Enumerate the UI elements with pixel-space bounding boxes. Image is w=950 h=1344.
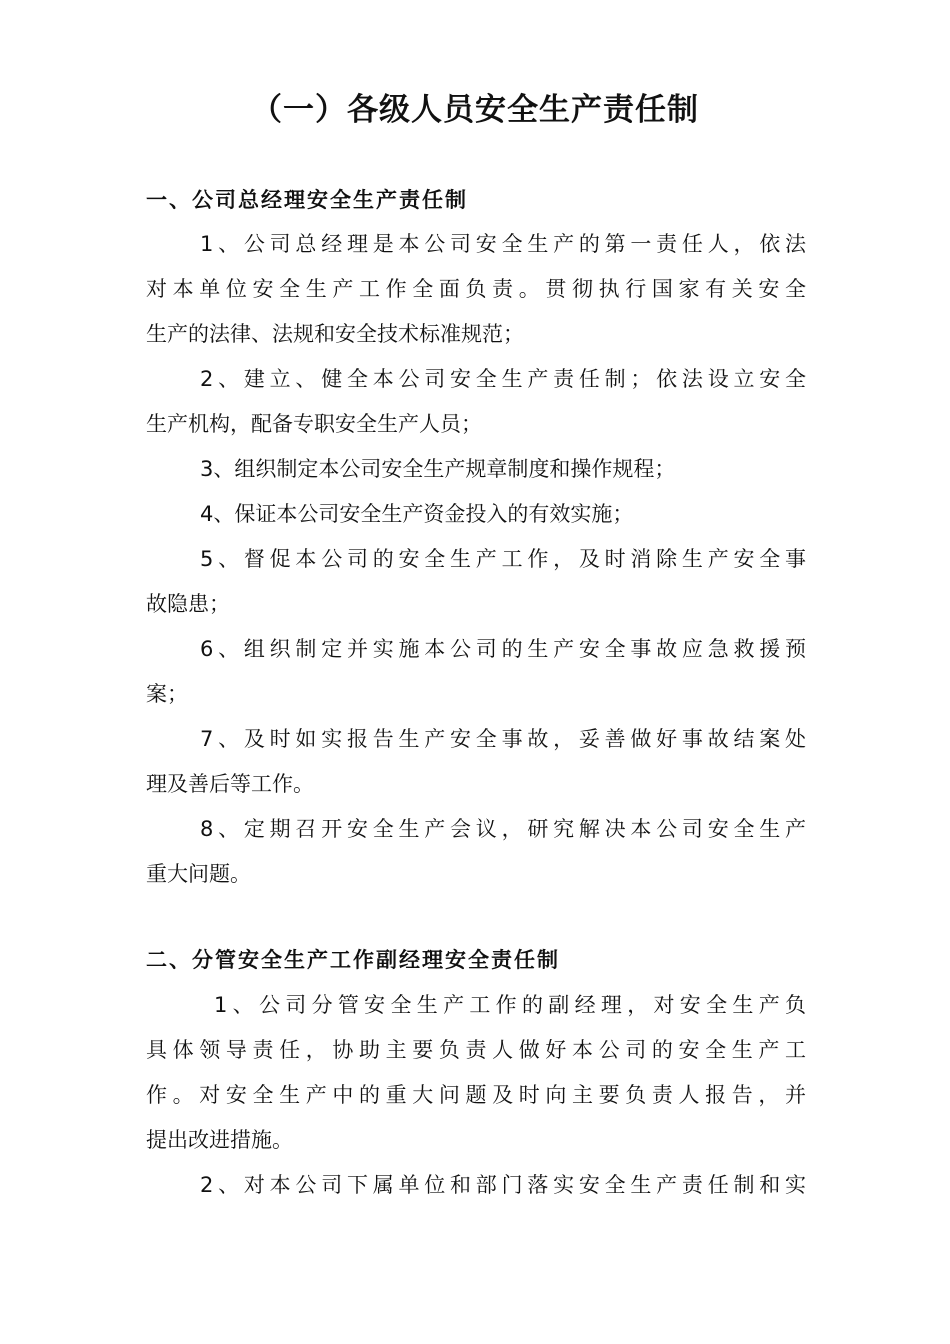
paragraph-line: 案；: [146, 682, 188, 706]
paragraph-line: 故隐患；: [146, 592, 230, 616]
document-title: （一）各级人员安全生产责任制: [251, 92, 699, 128]
paragraph-line: 理及善后等工作。: [146, 772, 314, 796]
paragraph-line: 生产的法律、法规和安全技术标准规范；: [146, 322, 524, 346]
paragraph-line: 对本单位安全生产工作全面负责。贯彻执行国家有关安全: [146, 277, 806, 301]
paragraph-line: 2、对本公司下属单位和部门落实安全生产责任制和实: [200, 1173, 806, 1197]
paragraph-line: 3、组织制定本公司安全生产规章制度和操作规程；: [200, 457, 676, 481]
paragraph-line: 作。对安全生产中的重大问题及时向主要负责人报告，并: [146, 1083, 806, 1107]
paragraph-line: 具体领导责任，协助主要负责人做好本公司的安全生产工: [146, 1038, 806, 1062]
section-heading-2: 二、分管安全生产工作副经理安全责任制: [146, 948, 560, 972]
paragraph-line: 7、及时如实报告生产安全事故，妥善做好事故结案处: [200, 727, 806, 751]
paragraph-line: 4、保证本公司安全生产资金投入的有效实施；: [200, 502, 634, 526]
paragraph-line: 8、定期召开安全生产会议，研究解决本公司安全生产: [200, 817, 806, 841]
paragraph-line: 1、公司总经理是本公司安全生产的第一责任人，依法: [200, 232, 806, 256]
paragraph-line: 重大问题。: [146, 862, 251, 886]
section-heading-1: 一、公司总经理安全生产责任制: [146, 188, 468, 212]
paragraph-line: 5、督促本公司的安全生产工作，及时消除生产安全事: [200, 547, 806, 571]
paragraph-line: 1、公司分管安全生产工作的副经理，对安全生产负: [214, 993, 806, 1017]
paragraph-line: 2、建立、健全本公司安全生产责任制；依法设立安全: [200, 367, 806, 391]
paragraph-line: 提出改进措施。: [146, 1128, 293, 1152]
paragraph-line: 生产机构，配备专职安全生产人员；: [146, 412, 482, 436]
paragraph-line: 6、组织制定并实施本公司的生产安全事故应急救援预: [200, 637, 806, 661]
